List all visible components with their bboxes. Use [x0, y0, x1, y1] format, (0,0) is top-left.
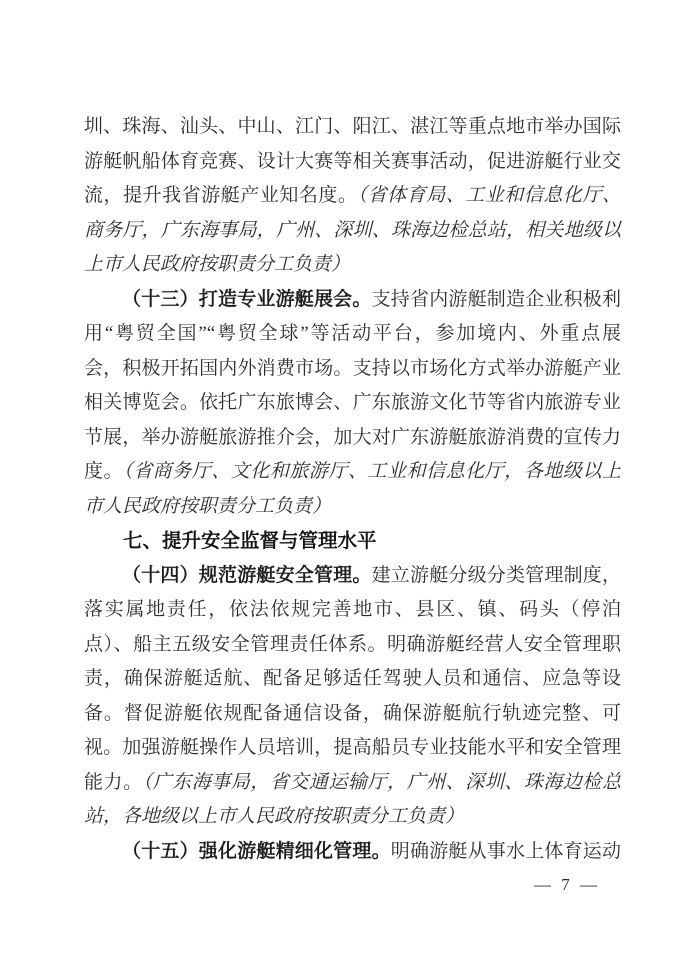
text-line [84, 317, 621, 352]
agency-attribution-segment: （省商务厅、文化和旅游厅、工业和信息化厅，各地级以上 [123, 461, 621, 482]
text-segment: 度。 [84, 461, 124, 482]
item-14-title-segment: （十四）规范游艇安全管理。 [122, 564, 372, 586]
text-line [84, 662, 621, 697]
text-line [84, 490, 621, 525]
text-line [84, 628, 621, 663]
text-segment: 点）、船主五级安全管理责任体系。明确游艇经营人安全管理职 [84, 633, 621, 655]
text-segment: 明确游艇从事水上体育运动 [390, 840, 621, 862]
page-number: — 7 — [534, 875, 600, 894]
text-line [84, 421, 621, 456]
section-heading: 七、提升安全监督与管理水平 [123, 530, 377, 552]
text-segment: 落实属地责任，依法依规完善地市、县区、镇、码头（停泊 [84, 599, 621, 620]
text-line [84, 145, 621, 180]
text-line [84, 352, 621, 387]
text-line [84, 455, 621, 490]
text-line [84, 248, 621, 283]
text-segment: 支持省内游艇制造企业积极利 [371, 288, 621, 310]
text-segment: 建立游艇分级分类管理制度， [371, 564, 621, 586]
text-line [84, 697, 621, 732]
text-line [84, 110, 621, 145]
item-15-title-segment: （十五）强化游艇精细化管理。 [122, 840, 391, 862]
text-line [84, 179, 621, 214]
document-body [84, 110, 621, 869]
agency-attribution-segment: 市人民政府按职责分工负责） [84, 495, 332, 517]
text-segment: 备。督促游艇依规配备通信设备，确保游艇航行轨迹完整、可 [84, 702, 621, 724]
text-line [84, 593, 621, 628]
agency-attribution-segment: （省体育局、工业和信息化厅、 [357, 185, 621, 206]
text-segment: 节展，举办游艇旅游推介会，加大对广东游艇旅游消费的宣传力 [84, 426, 621, 448]
text-line [84, 283, 621, 318]
agency-attribution-segment: 站，各地级以上市人民政府按职责分工负责） [84, 806, 465, 827]
text-line [84, 800, 621, 835]
text-segment: 责，确保游艇适航、配备足够适任驾驶人员和通信、应急等设 [84, 668, 621, 689]
text-line [84, 214, 621, 249]
agency-attribution-segment: 商务厅，广东海事局，广州、深圳、珠海边检总站，相关地级以 [84, 219, 621, 241]
item-13-title-segment: （十三）打造专业游艇展会。 [122, 288, 372, 310]
text-line [84, 766, 621, 801]
text-segment: 能力。 [84, 771, 143, 793]
text-line [84, 731, 621, 766]
text-line [84, 386, 621, 421]
text-segment: 游艇帆船体育竞赛、设计大赛等相关赛事活动，促进游艇行业交 [84, 150, 621, 172]
agency-attribution-segment: （广东海事局，省交通运输厅，广州、深圳、珠海边检总 [142, 771, 621, 793]
text-segment: 视。加强游艇操作人员培训，提高船员专业技能水平和安全管理 [84, 737, 621, 758]
text-segment: 流，提升我省游艇产业知名度。 [84, 185, 358, 206]
text-line [84, 835, 621, 870]
text-segment: 用“粤贸全国”“粤贸全球”等活动平台，参加境内、外重点展 [84, 323, 621, 344]
agency-attribution-segment: 上市人民政府按职责分工负责） [84, 254, 351, 275]
text-segment: 圳、珠海、汕头、中山、江门、阳江、湛江等重点地市举办国际 [84, 116, 621, 137]
text-line [84, 559, 621, 594]
text-segment: 相关博览会。依托广东旅博会、广东旅游文化节等省内旅游专业 [84, 392, 621, 413]
text-segment: 会，积极开拓国内外消费市场。支持以市场化方式举办游艇产业 [84, 357, 621, 379]
